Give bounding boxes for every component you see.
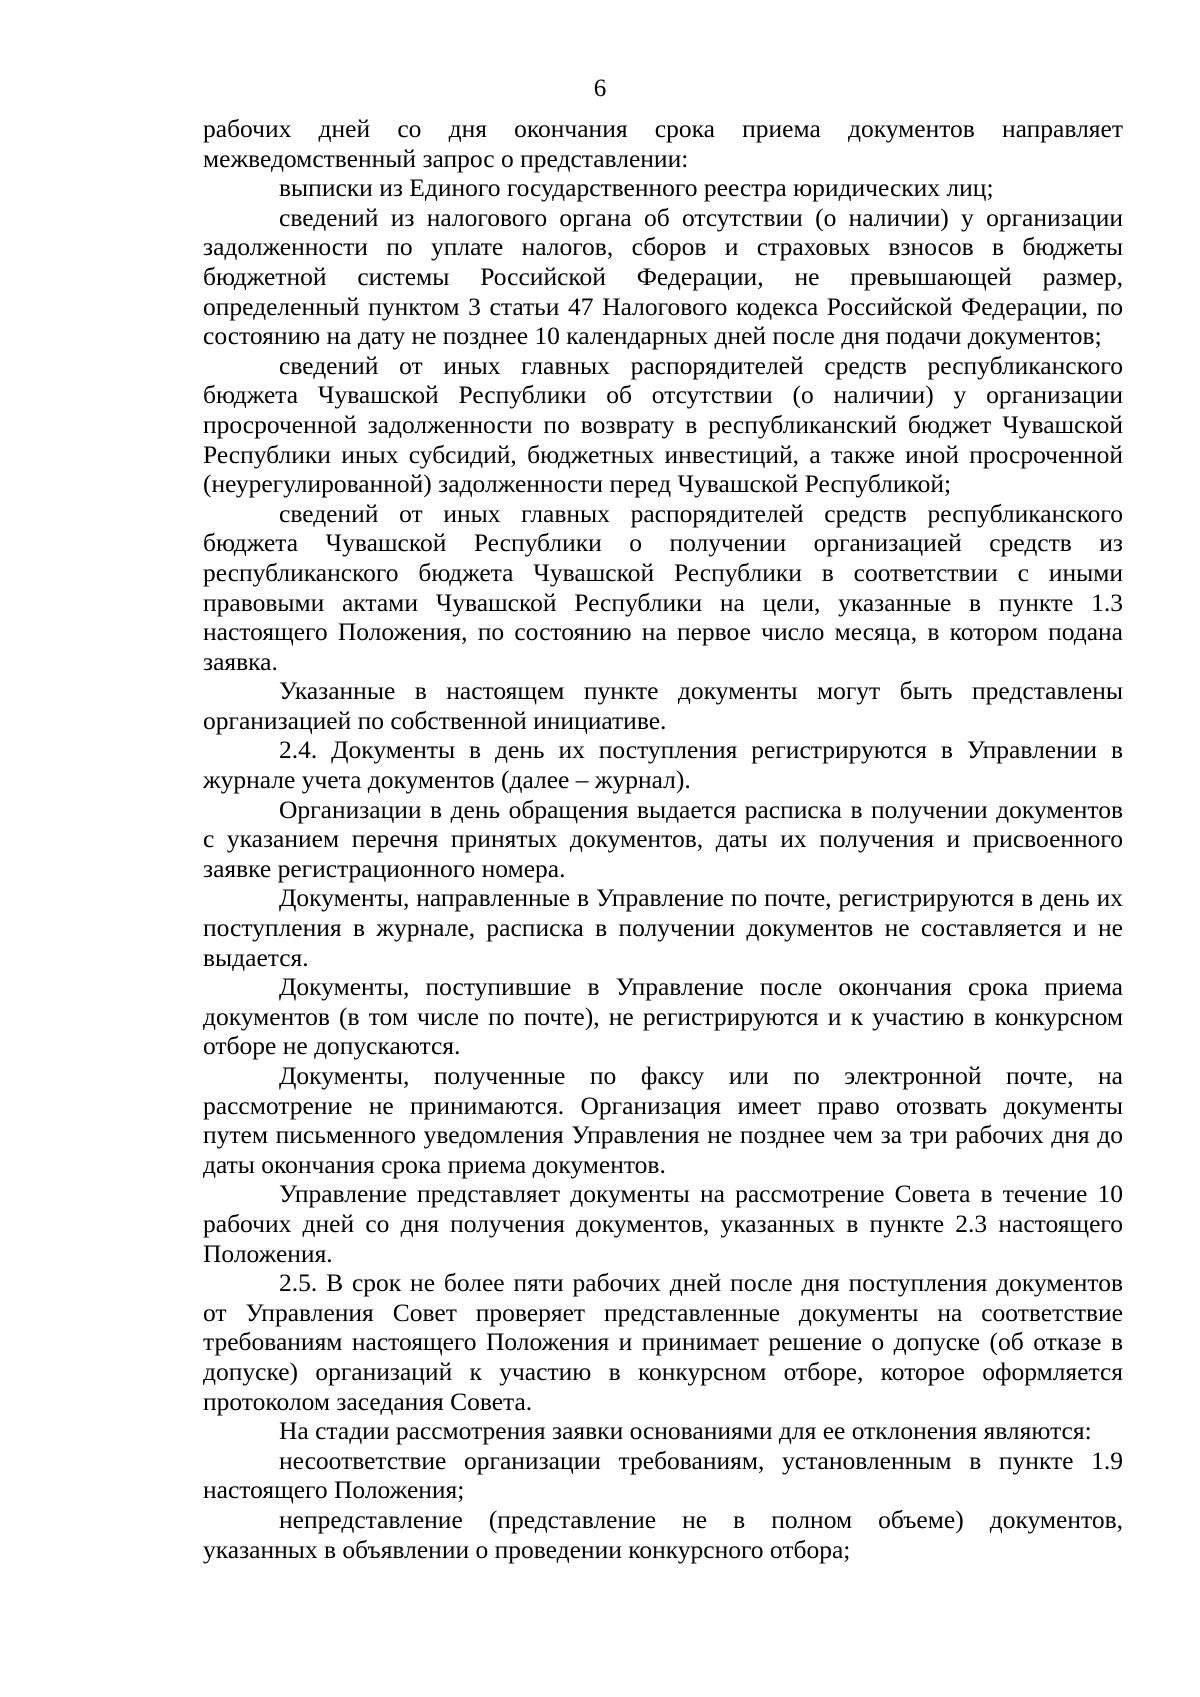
paragraph: сведений из налогового органа об отсутствии (о наличии) у организации задолженности по уплате налогов, сборов и страховых взносов в бюджеты бюджетной системы Российской Федерации, не превышающей размер, определенный пунктом 3 статьи 47 Налогового кодекса Российской Федерации, по состоянию на дату не позднее 10 календарных дней после дня подачи документов;: [203, 202, 1123, 351]
paragraph: Документы, поступившие в Управление после окончания срока приема документов (в том числе по почте), не регистрируются и к участию в конкурсном отборе не допускаются.: [203, 972, 1123, 1061]
paragraph: несоответствие организации требованиям, установленным в пункте 1.9 настоящего Положения;: [203, 1445, 1123, 1505]
paragraph: рабочих дней со дня окончания срока приема документов направляет межведомственный запрос о представлении:: [203, 114, 1123, 173]
paragraph: 2.4. Документы в день их поступления регистрируются в Управлении в журнале учета документов (далее – журнал).: [203, 735, 1123, 795]
paragraph: Управление представляет документы на рассмотрение Совета в течение 10 рабочих дней со дня получения документов, указанных в пункте 2.3 настоящего Положения.: [203, 1179, 1123, 1268]
paragraph: непредставление (представление не в полном объеме) документов, указанных в объявлении о проведении конкурсного отбора;: [203, 1504, 1123, 1564]
page-number: 6: [593, 75, 607, 102]
paragraph: Документы, полученные по факсу или по электронной почте, на рассмотрение не принимаются. Организация имеет право отозвать документы путем письменного уведомления Управления не позднее чем за три рабочих дня до даты окончания срока приема документов.: [203, 1061, 1123, 1179]
document-body: [203, 114, 1123, 1564]
paragraph: сведений от иных главных распорядителей средств республиканского бюджета Чувашской Республики о получении организацией средств из республиканского бюджета Чувашской Республики в соответствии с иными правовыми актами Чувашской Республики на цели, указанные в пункте 1.3 настоящего Положения, по состоянию на первое число месяца, в котором подана заявка.: [203, 498, 1123, 676]
paragraph: выписки из Единого государственного реестра юридических лиц;: [279, 173, 994, 203]
paragraph: 2.5. В срок не более пяти рабочих дней после дня поступления документов от Управления Совет проверяет представленные документы на соответствие требованиям настоящего Положения и принимает решение о допуске (об отказе в допуске) организаций к участию в конкурсном отборе, которое оформляется протоколом заседания Совета.: [203, 1268, 1123, 1416]
paragraph: Указанные в настоящем пункте документы могут быть представлены организацией по собственной инициативе.: [203, 676, 1123, 735]
paragraph: Документы, направленные в Управление по почте, регистрируются в день их поступления в журнале, расписка в получении документов не составляется и не выдается.: [203, 883, 1123, 972]
paragraph: На стадии рассмотрения заявки основаниями для ее отклонения являются:: [279, 1416, 1092, 1446]
paragraph: Организации в день обращения выдается расписка в получении документов с указанием перечня принятых документов, даты их получения и присвоенного заявке регистрационного номера.: [203, 794, 1123, 883]
paragraph: сведений от иных главных распорядителей средств республиканского бюджета Чувашской Республики об отсутствии (о наличии) у организации просроченной задолженности по возврату в республиканский бюджет Чувашской Республики иных субсидий, бюджетных инвестиций, а также иной просроченной (неурегулированной) задолженности перед Чувашской Республикой;: [203, 350, 1123, 499]
